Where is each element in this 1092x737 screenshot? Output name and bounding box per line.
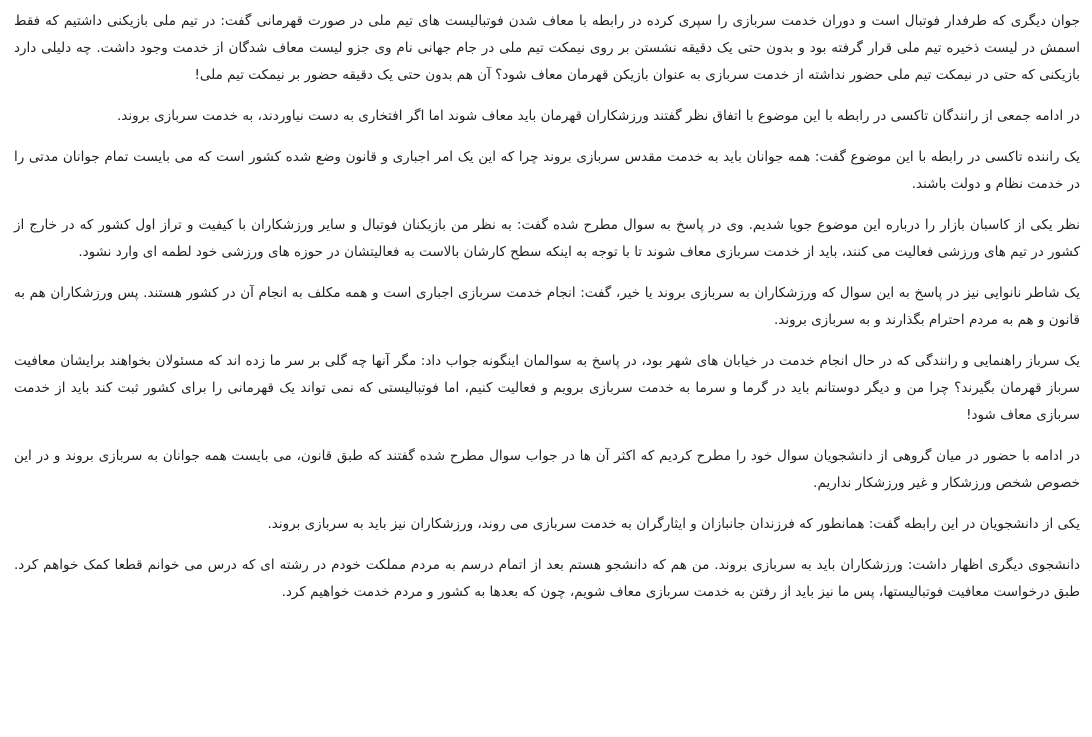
article-paragraph: دانشجوی دیگری اظهار داشت: ورزشکاران باید به سربازی بروند. من هم که دانشجو هستم بعد از اتمام درسم به مردم مملکت خودم در رشته ای که درس می خوانم قطعا کمک خواهم کرد. طبق درخواست معافیت فوتبالیستها، پس ما نیز باید از رفتن به خدمت سربازی معاف شویم، چون که بعدها به کشور و مردم خدمت خواهیم کرد. <box>14 557 1080 600</box>
article-paragraph: نظر یکی از کاسبان بازار را درباره این موضوع جویا شدیم. وی در پاسخ به سوال مطرح شده گفت: به نظر من بازیکنان فوتبال و سایر ورزشکاران با کیفیت و تراز اول کشور که در خارج از کشور در تیم های ورزشی فعالیت می کنند، باید از خدمت سربازی معاف شوند تا با توجه به اینکه سطح کارشان بالاست به فعالیتشان در حوزه های ورزشی خود لطمه ای وارد نشود. <box>14 217 1080 260</box>
article-paragraph: یک راننده تاکسی در رابطه با این موضوع گفت: همه جوانان باید به خدمت مقدس سربازی بروند چرا که این یک امر اجباری و قانون وضع شده کشور است که می بایست تمام جوانان مدتی را در خدمت نظام و دولت باشند. <box>14 149 1080 192</box>
article-paragraph: در ادامه با حضور در میان گروهی از دانشجویان سوال خود را مطرح کردیم که اکثر آن ها در جواب سوال مطرح شده گفتند که طبق قانون، می بایست همه جوانان به سربازی بروند و در این خصوص شخص ورزشکار و غیر ورزشکار نداریم. <box>14 448 1080 491</box>
article-paragraph: جوان دیگری که طرفدار فوتبال است و دوران خدمت سربازی را سپری کرده در رابطه با معاف شدن فوتبالیست های تیم ملی در صورت قهرمانی گفت: در تیم ملی بازیکنی داشتیم که فقط اسمش در لیست ذخیره تیم ملی قرار گرفته بود و بدون حتی یک دقیقه نشستن بر روی نیمکت تیم ملی در جام جهانی نام وی جزو لیست معاف شدگان از خدمت وجود داشت. چه دلیلی دارد بازیکنی که حتی در نیمکت تیم ملی حضور نداشته از خدمت سربازی به عنوان بازیکن قهرمان معاف شود؟ آن هم بدون حتی یک دقیقه حضور بر نیمکت تیم ملی! <box>14 13 1080 83</box>
article-paragraph: یک شاطر نانوایی نیز در پاسخ به این سوال که ورزشکاران به سربازی بروند یا خیر، گفت: انجام خدمت سربازی اجباری است و همه مکلف به انجام آن در کشور هستند. پس ورزشکاران هم به قانون و هم به مردم احترام بگذارند و به سربازی بروند. <box>14 285 1080 328</box>
article-paragraph: یک سرباز راهنمایی و رانندگی که در حال انجام خدمت در خیابان های شهر بود، در پاسخ به سوالمان اینگونه جواب داد: مگر آنها چه گلی بر سر ما زده اند که مسئولان بخواهند برایشان معافیت سرباز قهرمان بگیرند؟ چرا من و دیگر دوستانم باید در گرما و سرما به خدمت سربازی برویم و فعالیت کنیم، اما فوتبالیستی که نمی تواند یک قهرمانی را برای کشور ثبت کند باید از خدمت سربازی معاف شود! <box>14 353 1080 423</box>
article-paragraph: یکی از دانشجویان در این رابطه گفت: همانطور که فرزندان جانبازان و ایثارگران به خدمت سربازی می روند، ورزشکاران نیز باید به سربازی بروند. <box>267 516 1080 532</box>
article-paragraph: در ادامه جمعی از رانندگان تاکسی در رابطه با این موضوع با اتفاق نظر گفتند ورزشکاران قهرمان باید معاف شوند اما اگر افتخاری به دست نیاوردند، به خدمت سربازی بروند. <box>116 108 1080 124</box>
